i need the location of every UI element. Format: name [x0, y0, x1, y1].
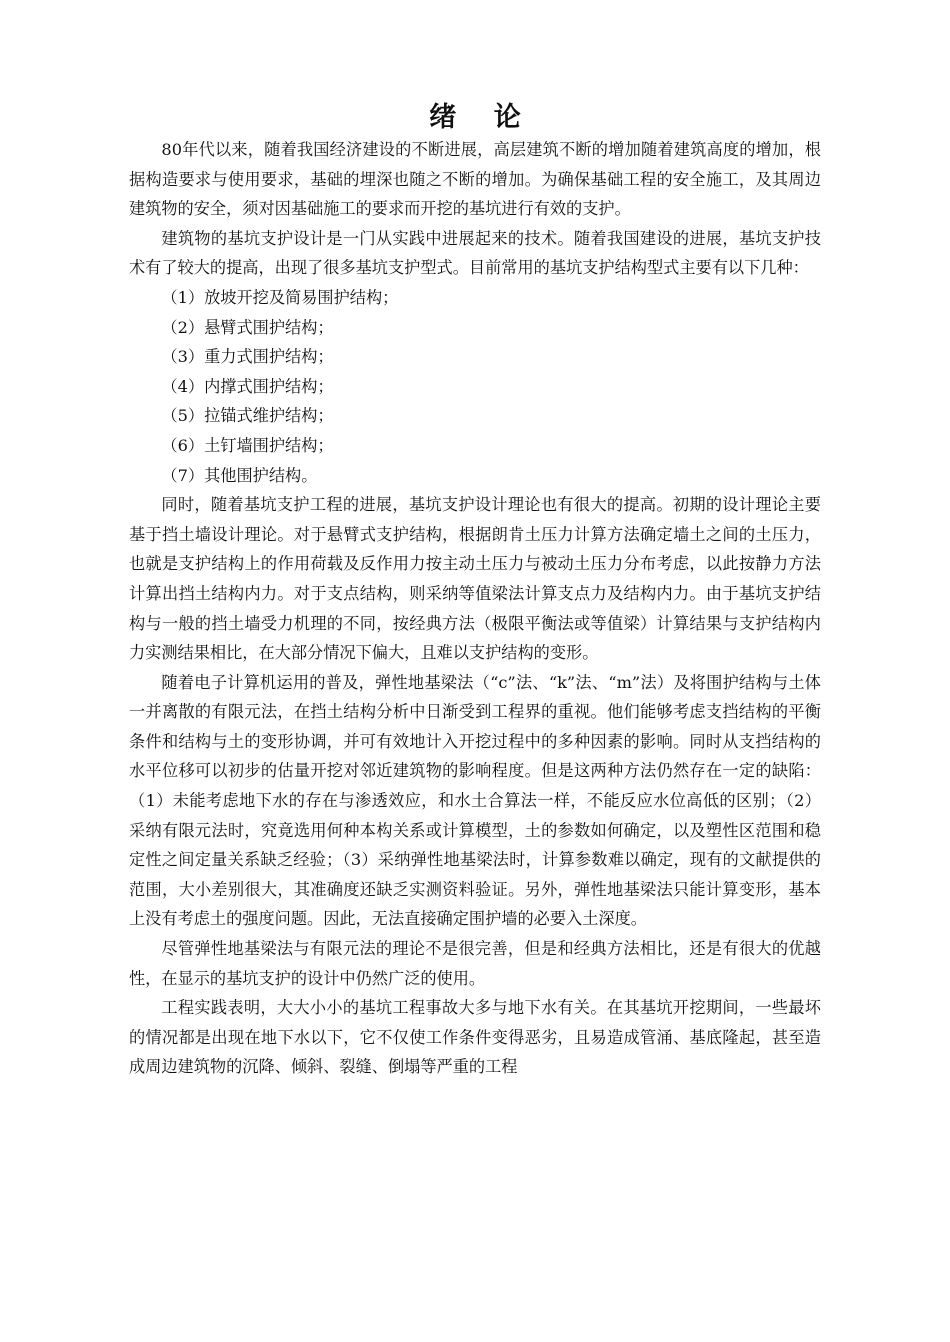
list-item: （2）悬臂式围护结构；	[161, 317, 334, 337]
list-item: （7）其他围护结构。	[161, 465, 318, 485]
paragraph-intro: 80年代以来，随着我国经济建设的不断进展，高层建筑不断的增加随着建筑高度的增加，根据构造要求与使用要求，基础的埋深也随之不断的增加。为确保基础工程的安全施工，及其周边建筑物的安全，须对因基础施工的要求而开挖的基坑进行有效的支护。	[129, 140, 821, 219]
paragraph-groundwater: 工程实践表明，大大小小的基坑工程事故大多与地下水有关。在其基坑开挖期间，一些最坏的情况都是出现在地下水以下，它不仅使工作条件变得恶劣，且易造成管涌、基底隆起，甚至造成周边建筑物的沉降、倾斜、裂缝、倒塌等严重的工程	[129, 998, 821, 1077]
list-item: （6）土钉墙围护结构；	[161, 435, 334, 455]
paragraph-support-design: 建筑物的基坑支护设计是一门从实践中进展起来的技术。随着我国建设的进展，基坑支护技术有了较大的提高，出现了很多基坑支护型式。目前常用的基坑支护结构型式主要有以下几种：	[129, 228, 821, 278]
paragraph-methods-comparison: 尽管弹性地基梁法与有限元法的理论不是很完善，但是和经典方法相比，还是有很大的优越性，在显示的基坑支护的设计中仍然广泛的使用。	[129, 939, 821, 988]
list-item: （4）内撑式围护结构；	[161, 376, 334, 396]
document-body	[129, 135, 821, 1082]
list-item: （5）拉锚式维护结构；	[161, 406, 334, 426]
list-item: （3）重力式围护结构；	[161, 347, 334, 367]
page-title: 绪 论	[429, 102, 535, 133]
paragraph-computer-methods: 随着电子计算机运用的普及，弹性地基梁法（“c”法、“k”法、“m”法）及将围护结构与土体一并离散的有限元法，在挡土结构分析中日渐受到工程界的重视。他们能够考虑支挡结构的平衡条件和结构与土的变形协调，并可有效地计入开挖过程中的多种因素的影响。同时从支挡结构的水平位移可以初步的估量开挖对邻近建筑物的影响程度。但是这两种方法仍然存在一定的缺陷：（1）未能考虑地下水的存在与渗透效应，和水土合算法一样，不能反应水位高低的区别；（2）采纳有限元法时，究竟选用何种本构关系或计算模型，土的参数如何确定，以及塑性区范围和稳定性之间定量关系缺乏经验；（3）采纳弹性地基梁法时，计算参数难以确定，现有的文献提供的范围，大小差别很大，其准确度还缺乏实测资料验证。另外，弹性地基梁法只能计算变形，基本上没有考虑土的强度问题。因此，无法直接确定围护墙的必要入土深度。	[129, 672, 821, 929]
list-item: （1）放坡开挖及简易围护结构；	[161, 287, 399, 307]
paragraph-design-theory: 同时，随着基坑支护工程的进展，基坑支护设计理论也有很大的提高。初期的设计理论主要基于挡土墙设计理论。对于悬臂式支护结构，根据朗肯土压力计算方法确定墙土之间的土压力，也就是支护结构上的作用荷载及反作用力按主动土压力与被动土压力分布考虑，以此按静力方法计算出挡土结构内力。对于支点结构，则采纳等值梁法计算支点力及结构内力。由于基坑支护结构与一般的挡土墙受力机理的不同，按经典方法（极限平衡法或等值梁）计算结果与支护结构内力实测结果相比，在大部分情况下偏大，且难以支护结构的变形。	[129, 495, 821, 663]
